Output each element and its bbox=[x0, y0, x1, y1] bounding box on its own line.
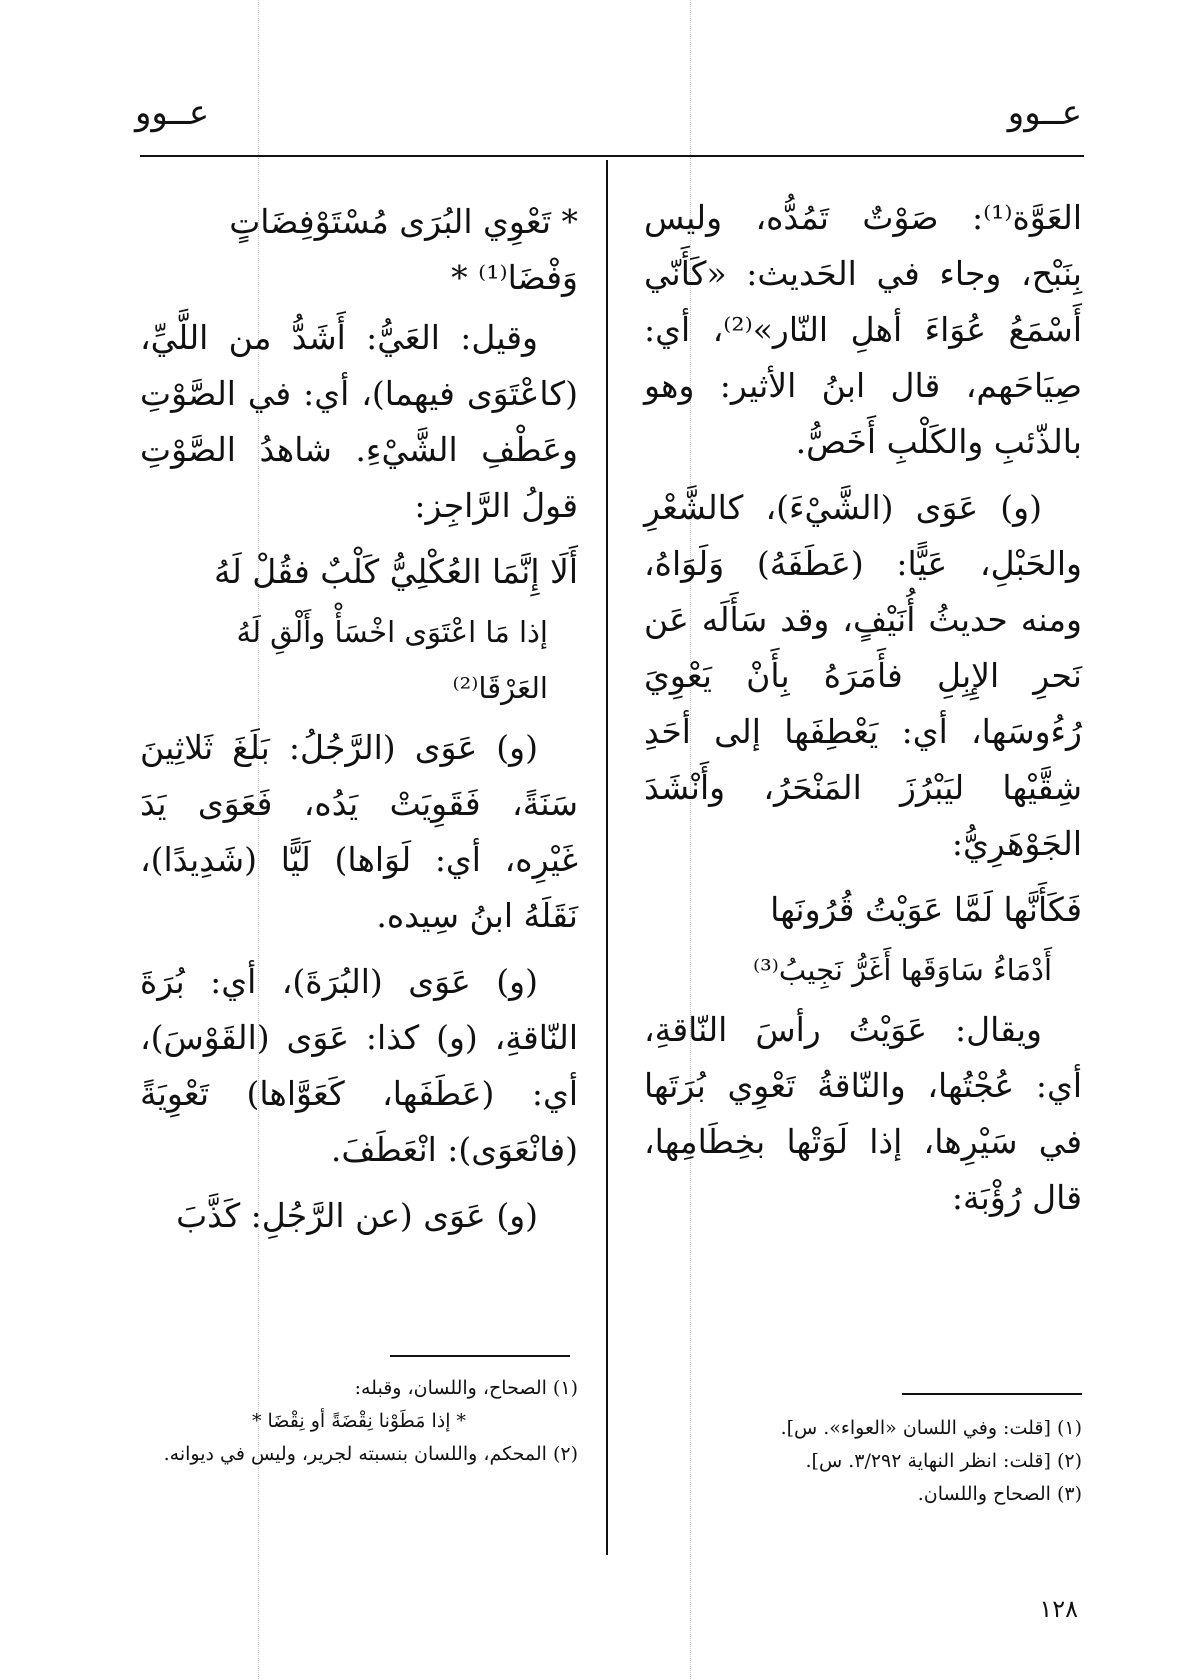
footnote: (١) [قلت: وفي اللسان «العواء». س]. bbox=[780, 1417, 1082, 1439]
footnote: (٢) المحكم، واللسان بنسبته لجرير، وليس في ديوانه. bbox=[163, 1443, 578, 1465]
entry-paragraph: وقيل: العَيُّ: أَشَدُّ من اللَّيِّ، (كاعْتَوَى فيهما)، أي: في الصَّوْتِ وعَطْفِ الشَّيْءِ. شاهدُ الصَّوْتِ قولُ الرَّاجِز: bbox=[140, 318, 578, 525]
header-rule bbox=[140, 155, 1084, 157]
verse-line: أَدْمَاءُ سَاوَقَها أَغَرُّ نَجِيبُ⁽³⁾ bbox=[753, 953, 1052, 987]
left-column bbox=[140, 190, 578, 1254]
page-number: ١٢٨ bbox=[1039, 1595, 1078, 1623]
footnotes-right bbox=[644, 1412, 1082, 1511]
footnote: (٣) الصحاح واللسان. bbox=[917, 1483, 1082, 1505]
verse-line: إذا مَا اعْتَوَى اخْسَأْ وأَلْقِ لَهُ العَرْقَا⁽²⁾ bbox=[236, 615, 548, 705]
verse-line: * تَعْوِي البُرَى مُسْتَوْفِضَاتٍ وَفْضَا⁽¹⁾ * bbox=[229, 202, 578, 297]
entry-paragraph: العَوَّة⁽¹⁾: صَوْتٌ تَمُدُّه، وليس بِنَبْح، وجاء في الحَديث: «كَأَنّي أَسْمَعُ عُوَاءَ أهلِ النّار»⁽²⁾، أي: صِيَاحَهم، قال ابنُ الأثير: وهو بالذّئبِ والكَلْبِ أَخَصُّ. bbox=[644, 198, 1082, 461]
footnote-rule bbox=[390, 1355, 570, 1357]
entry-paragraph: (و) عَوَى (عن الرَّجُلِ: كَذَّبَ bbox=[176, 1196, 538, 1235]
entry-paragraph: ويقال: عَوَيْتُ رأسَ النّاقةِ، أي: عُجْتُها، والنّاقةُ تَعْوِي بُرَتَها في سَيْرِها، إذا لَوَتْها بخِطَامِها، قال رُؤْبَة: bbox=[644, 1010, 1082, 1217]
running-header-left: عــوو bbox=[135, 93, 210, 133]
entry-paragraph: (و) عَوَى (الرَّجُلُ: بَلَغَ ثَلاثِينَ سَنَةً، فَقَوِيَتْ يَدُه، فَعَوَى يَدَ غَيْرِه، أي: لَوَاها) لَيًّا (شَدِيدًا)، نَقَلَهُ ابنُ سِيده. bbox=[140, 728, 578, 935]
verse-line: فَكَأَنَّها لَمَّا عَوَيْتُ قُرُونَها bbox=[770, 890, 1082, 929]
entry-paragraph: (و) عَوَى (الشَّيْءَ)، كالشَّعْرِ والحَبْلِ، عَيًّا: (عَطَفَهُ) وَلَوَاهُ، ومنه حديثُ أُنَيْفٍ، وقد سَأَلَه عَن نَحرِ الإِبِلِ فأَمَرَهُ بِأَنْ يَعْوِيَ رُءُوسَها، أي: يَعْطِفَها إلى أحَدِ شِقَّيْها ليَبْرُزَ المَنْحَرُ، وأَنْشَدَ الجَوْهَرِيُّ: bbox=[644, 488, 1082, 863]
footnote: (١) الصحاح، واللسان، وقبله: bbox=[354, 1377, 578, 1399]
footnote-rule bbox=[902, 1393, 1082, 1395]
column-separator bbox=[606, 160, 608, 1555]
right-column bbox=[644, 190, 1082, 1236]
verse-line: أَلَا إِنَّمَا العُكْلِيُّ كَلْبٌ فقُلْ لَهُ bbox=[214, 552, 578, 591]
footnote-verse: * إذا مَطَوْنا نِقْضَةً أو نِقْضَا * bbox=[251, 1410, 467, 1432]
footnotes-left bbox=[140, 1372, 578, 1471]
footnote: (٢) [قلت: انظر النهاية ٣/٢٩٢. س]. bbox=[805, 1450, 1082, 1472]
entry-paragraph: (و) عَوَى (البُرَةَ)، أي: بُرَةَ النّاقةِ، (و) كذا: عَوَى (القَوْسَ)، أي: (عَطَفَها، كَعَوَّاها) تَعْوِيَةً (فانْعَوَى): انْعَطَفَ. bbox=[140, 962, 578, 1169]
running-header-right: عــوو bbox=[1007, 93, 1082, 133]
